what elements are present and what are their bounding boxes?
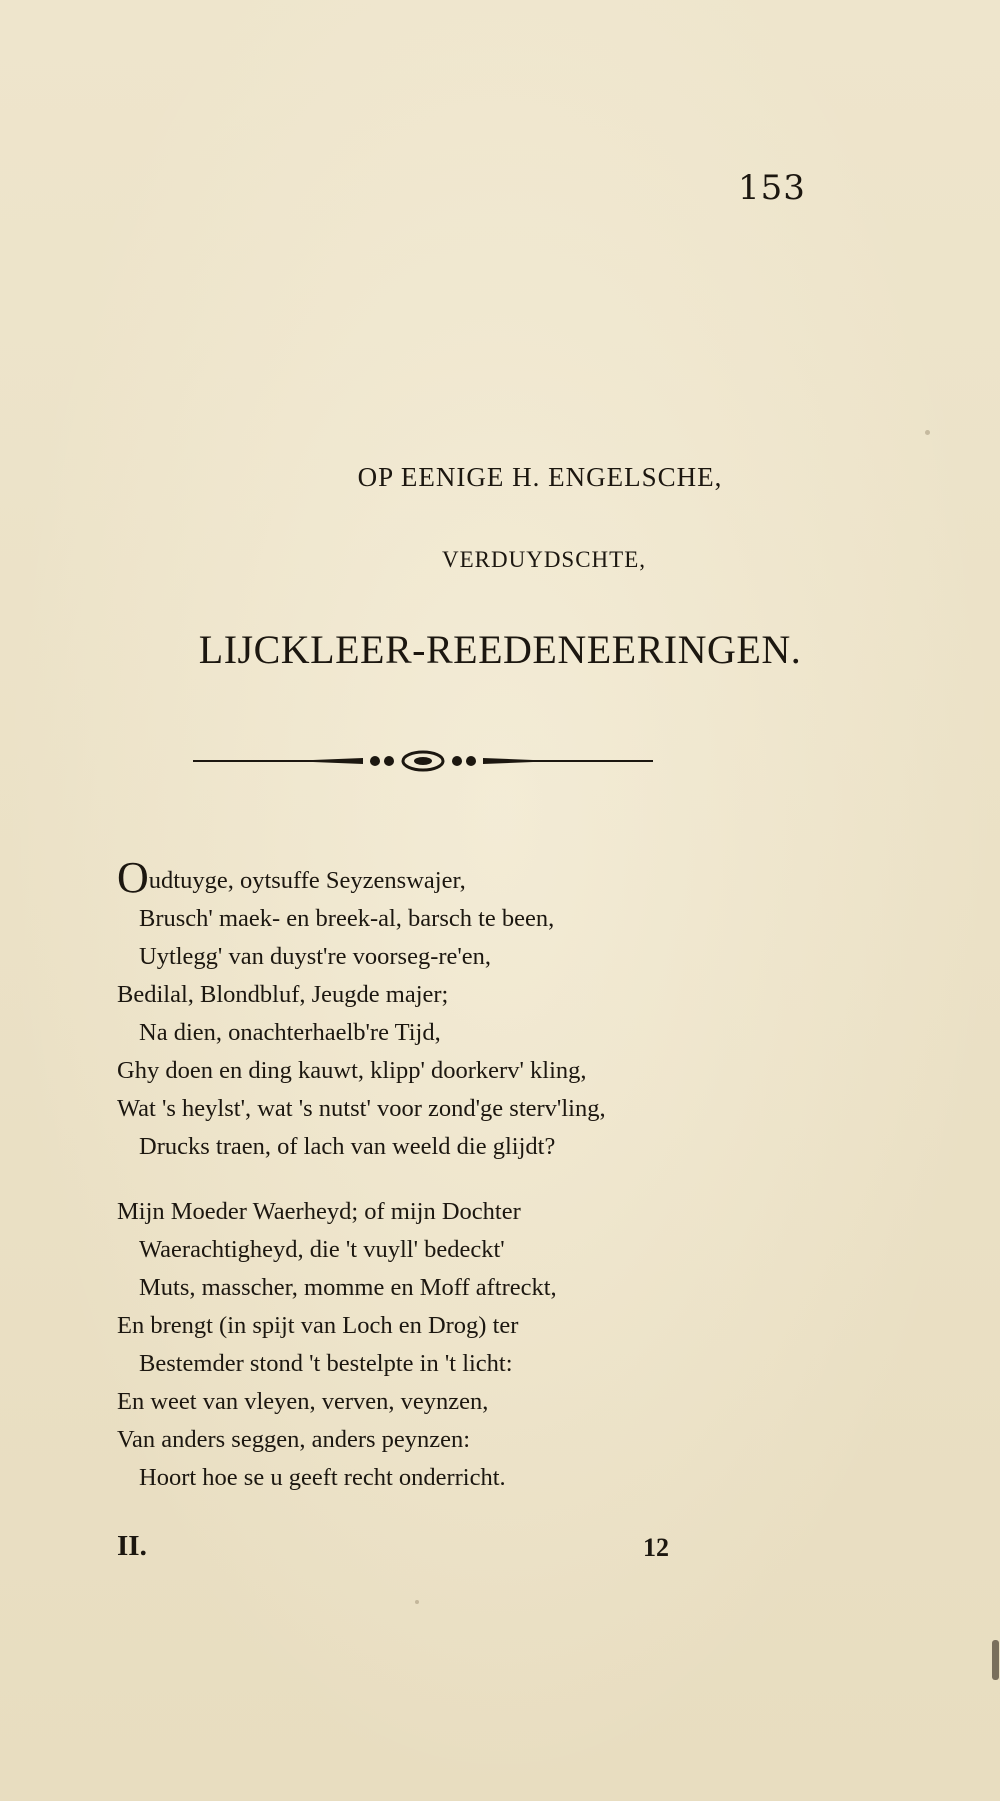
poem-line: En weet van vleyen, verven, veynzen,: [117, 1388, 489, 1415]
stanza-2: [117, 1193, 797, 1497]
poem-line: Hoort hoe se u geeft recht onderricht.: [139, 1464, 506, 1491]
paper-spot: [415, 1600, 419, 1604]
poem-line: Mijn Moeder Waerheyd; of mijn Dochter: [117, 1198, 521, 1225]
poem-line: Muts, masscher, momme en Moff aftreckt,: [139, 1274, 557, 1301]
poem-line: Brusch' maek- en breek-al, barsch te been,: [139, 905, 555, 932]
stanza-1: [117, 853, 797, 1166]
poem-line: Na dien, onachterhaelb're Tijd,: [139, 1019, 441, 1046]
poem-line: Oudtuyge, oytsuffe Seyzenswajer,: [117, 853, 466, 902]
title-line-3: LIJCKLEER-REEDENEERINGEN.: [198, 627, 802, 672]
gathering-mark: 12: [643, 1533, 669, 1562]
poem-line: En brengt (in spijt van Loch en Drog) ter: [117, 1312, 519, 1339]
paper-spot: [925, 430, 930, 435]
poem-line: Waerachtigheyd, die 't vuyll' bedeckt': [139, 1236, 505, 1263]
title-line-1: OP EENIGE H. ENGELSCHE,: [357, 462, 723, 492]
poem-line: Bedilal, Blondbluf, Jeugde majer;: [117, 981, 449, 1008]
page-number: 153: [738, 168, 806, 208]
poem-line: Bestemder stond 't bestelpte in 't licht:: [139, 1350, 513, 1377]
poem-line: Drucks traen, of lach van weeld die glijdt?: [139, 1133, 556, 1160]
poem-line: Van anders seggen, anders peynzen:: [117, 1426, 471, 1453]
decorative-rule-icon: [193, 749, 653, 773]
page-edge-mark: [992, 1640, 999, 1680]
poem-line: Ghy doen en ding kauwt, klipp' doorkerv' kling,: [117, 1057, 587, 1084]
title-line-2: VERDUYDSCHTE,: [441, 547, 647, 572]
poem-line: Wat 's heylst', wat 's nutst' voor zond'ge sterv'ling,: [117, 1095, 606, 1122]
drop-cap: O: [117, 853, 149, 902]
poem-line: Uytlegg' van duyst're voorseg-re'en,: [139, 943, 492, 970]
signature-mark: II.: [117, 1530, 147, 1562]
